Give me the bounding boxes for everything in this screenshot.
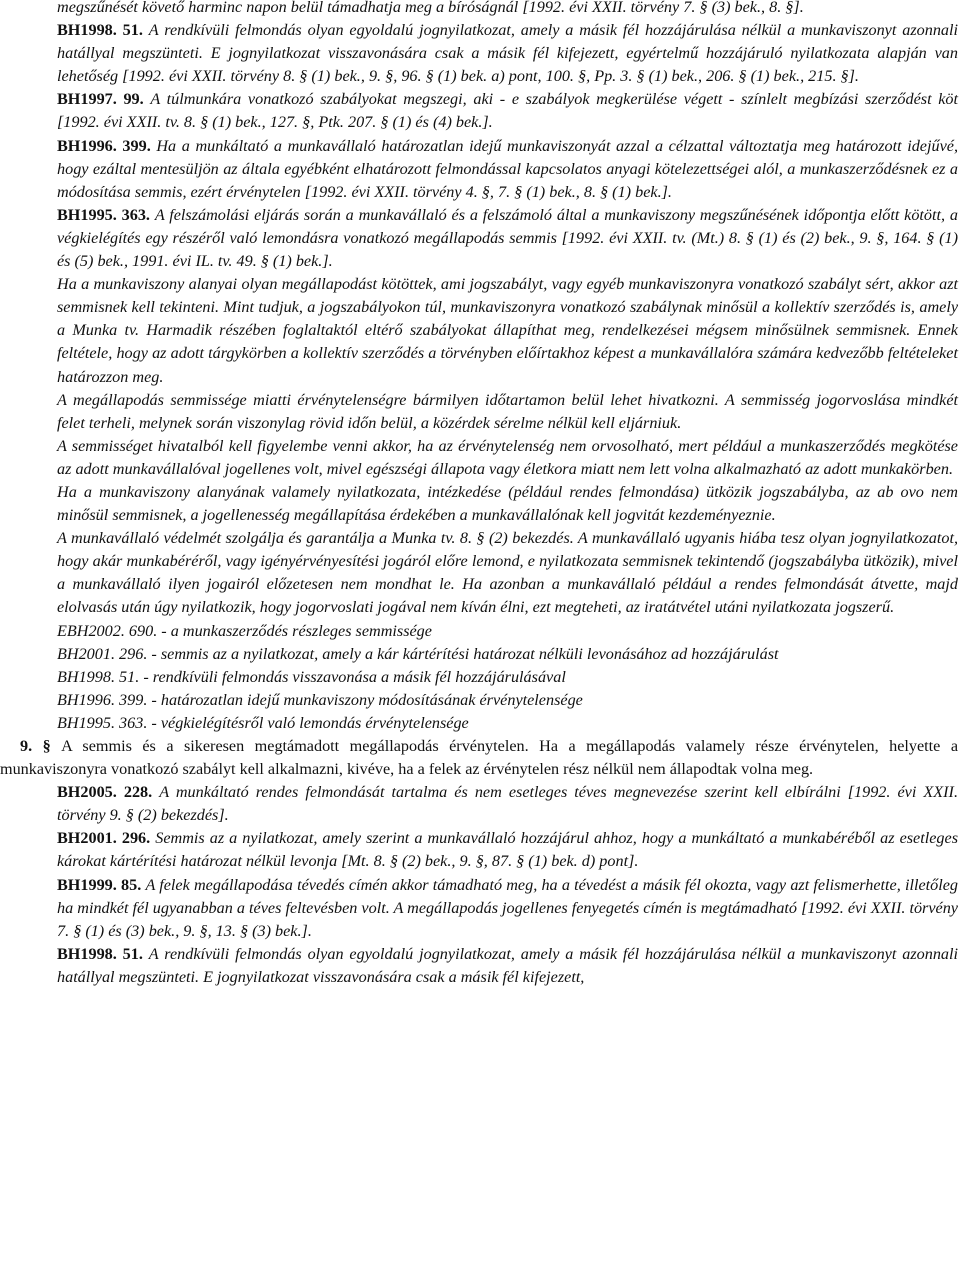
paragraph <box>0 88 960 134</box>
paragraph-text: Ha a munkaviszony alanyának valamely nyilatkozata, intézkedése (például rendes felmondása) ütközik jogszabályba, az ab ovo nem minősül semmisnek, a jogellenesség megállapítása érdekében a munkavállalónak kell jogvitát kezdeményeznie. <box>57 482 958 525</box>
paragraph <box>0 827 960 873</box>
case-reference: BH1996. 399. <box>57 136 157 155</box>
paragraph <box>0 204 960 273</box>
paragraph <box>0 273 960 388</box>
paragraph <box>0 943 960 989</box>
paragraph <box>0 0 960 19</box>
paragraph <box>0 689 960 712</box>
paragraph-text: A munkavállaló védelmét szolgálja és garantálja a Munka tv. 8. § (2) bekezdés. A munkavállaló ugyanis hiába tesz olyan jognyilatkozatot, hogy akár munkabéréről, vagy igényérvényesítési jogáról előre lemond, e nyilatkozata semmisnek tekintendő (jogszabályba ütközik), mivel a munkavállaló ilyen jogairól előzetesen nem mondhat le. Ha azonban a munkavállaló például a rendes felmondását átvette, majd elolvasás után úgy nyilatkozik, hogy jogorvoslati jogával nem kíván élni, ezt megteheti, az iratátvétel utáni nyilatkozata jogszerű. <box>57 529 958 617</box>
paragraph <box>0 643 960 666</box>
paragraph <box>0 712 960 735</box>
case-reference: BH1997. 99. <box>57 90 151 109</box>
paragraph-text: BH1995. 363. - végkielégítésről való lemondás érvénytelensége <box>57 713 469 732</box>
paragraph <box>0 874 960 943</box>
paragraph <box>0 527 960 619</box>
paragraph <box>0 620 960 643</box>
paragraph <box>0 19 960 88</box>
paragraph <box>0 135 960 204</box>
paragraph <box>0 435 960 481</box>
paragraph <box>0 389 960 435</box>
paragraph-text: A megállapodás semmissége miatti érvénytelenségre bármilyen időtartamon belül lehet hivatkozni. A semmisség jogorvoslása mindkét felet terheli, melynek során viszonylag rövid időn belül, a közérdek sérelme nélkül kell eljárniuk. <box>57 390 958 432</box>
section-9-paragraph <box>0 735 960 781</box>
paragraph-text: Ha a munkáltató a munkavállaló határozatlan idejű munkaviszonyát azzal a célzattal változtatja meg határozott idejűvé, hogy ezáltal mentesüljön az általa egyébként elhatározott felmondással kapcsolatos anyagi kötelezettségei alól, a munkaszerződésnek ez a módosítása semmis, ezért érvénytelen [1992. évi XXII. törvény 4. §, 7. § (1) bek., 8. § (1) bek.]. <box>57 136 958 201</box>
case-reference: BH2005. 228. <box>57 783 160 802</box>
paragraph-text: A rendkívüli felmondás olyan egyoldalú jognyilatkozat, amely a másik fél hozzájárulása nélkül a munkaviszonyt azonnali hatállyal megszünteti. E jognyilatkozat visszavonására csak a másik fél kifejezett, <box>57 944 959 986</box>
paragraph-text: A semmis és a sikeresen megtámadott megállapodás érvénytelen. Ha a megállapodás valamely része érvénytelen, helyette a munkaviszonyra vonatkozó szabályt kell alkalmazni, kivéve, ha a felek az érvénytelen rész nélkül nem állapodtak volna meg. <box>0 737 959 779</box>
paragraph <box>0 781 960 827</box>
paragraph <box>0 666 960 689</box>
paragraph-text: A munkáltató rendes felmondását tartalma és nem esetleges téves megnevezése szerint kell elbírálni [1992. évi XXII. törvény 9. § (2) bekezdés]. <box>57 783 958 825</box>
case-reference: BH1998. 51. <box>57 944 149 963</box>
case-reference: BH1999. 85. <box>57 875 146 894</box>
case-reference: BH1995. 363. <box>57 205 155 224</box>
paragraph-text: megszűnését követő harminc napon belül támadhatja meg a bíróságnál [1992. évi XXII. törvény 7. § (3) bek., 8. §]. <box>57 0 804 16</box>
paragraph-text: EBH2002. 690. - a munkaszerződés részleges semmissége <box>57 621 432 640</box>
case-reference: BH2001. 296. <box>57 829 156 848</box>
paragraph-text: Semmis az a nyilatkozat, amely szerint a munkavállaló hozzájárul ahhoz, hogy a munkáltató a munkabéréből az esetleges károkat kártérítési határozat nélkül levonja [Mt. 8. § (2) bek., 9. §, 87. § (1) bek. d) pont]. <box>57 829 958 871</box>
case-reference: 9. § <box>20 737 62 755</box>
paragraph-text: A felek megállapodása tévedés címén akkor támadható meg, ha a tévedést a másik fél okozta, vagy azt felismerhette, illetőleg ha mindkét fél ugyanabban a téves feltevésben volt. A megállapodás jogellenes fenyegetés címén is megtámadható [1992. évi XXII. törvény 7. § (1) és (3) bek., 9. §, 13. § (3) bek.]. <box>57 875 959 940</box>
paragraph-text: A semmisséget hivatalból kell figyelembe venni akkor, ha az érvénytelenség nem orvosolható, mert például a munkaszerződés megkötése az adott munkavállalóval jogellenes volt, mivel egészségi állapota vagy életkora miatt nem lett volna alkalmazható az adott munkakörben. <box>57 436 958 478</box>
paragraph <box>0 481 960 527</box>
paragraph-text: BH1998. 51. - rendkívüli felmondás visszavonása a másik fél hozzájárulásával <box>57 667 566 686</box>
paragraph-text: BH1996. 399. - határozatlan idejű munkaviszony módosításának érvénytelensége <box>57 690 583 709</box>
paragraph-text: A túlmunkára vonatkozó szabályokat megszegi, aki - e szabályok megkerülése végett - színlelt megbízási szerződést köt [1992. évi XXII. tv. 8. § (1) bek., 127. §, Ptk. 207. § (1) és (4) bek.]. <box>57 90 959 132</box>
paragraph-text: BH2001. 296. - semmis az a nyilatkozat, amely a kár kártérítési határozat nélküli levonásához ad hozzájárulást <box>57 644 779 663</box>
case-reference: BH1998. 51. <box>57 21 149 40</box>
paragraph-text: A felszámolási eljárás során a munkavállaló és a felszámoló által a munkaviszony megszűnésének időpontja előtt kötött, a végkielégítés egy részéről való lemondásra vonatkozó megállapodás semmis [1992. évi XXII. tv. (Mt.) 8. § (1) és (2) bek., 9. §, 164. § (1) és (5) bek., 1991. évi IL. tv. 49. § (1) bek.]. <box>57 205 958 271</box>
paragraph-text: A rendkívüli felmondás olyan egyoldalú jognyilatkozat, amely a másik fél hozzájárulása nélkül a munkaviszonyt azonnali hatállyal megszünteti. E jognyilatkozat visszavonására csak a másik fél kifejezett, egyértelmű hozzájáruló nyilatkozata alapján van lehetőség [1992. évi XXII. törvény 8. § (1) bek., 9. §, 96. § (1) bek. a) pont, 100. §, Pp. 3. § (1) bek., 206. § (1) bek., 215. §]. <box>57 21 959 86</box>
paragraph-text: Ha a munkaviszony alanyai olyan megállapodást kötöttek, ami jogszabályt, vagy egyéb munkaviszonyra vonatkozó szabályt sért, akkor azt semmisnek kell tekinteni. Mint tudjuk, a jogszabályokon túl, munkaviszonyra vonatkozó szabálynak minősül a kollektív szerződés is, amely a Munka tv. Harmadik részében foglaltaktól eltérő szabályokat állapíthat meg, rendelkezései mégsem minősülnek semmisnek. Ennek feltétele, hogy az adott tárgykörben a kollektív szerződés a törvényben előírtakhoz képest a munkavállalóra számára kedvezőbb feltételeket határozzon meg. <box>57 275 958 386</box>
